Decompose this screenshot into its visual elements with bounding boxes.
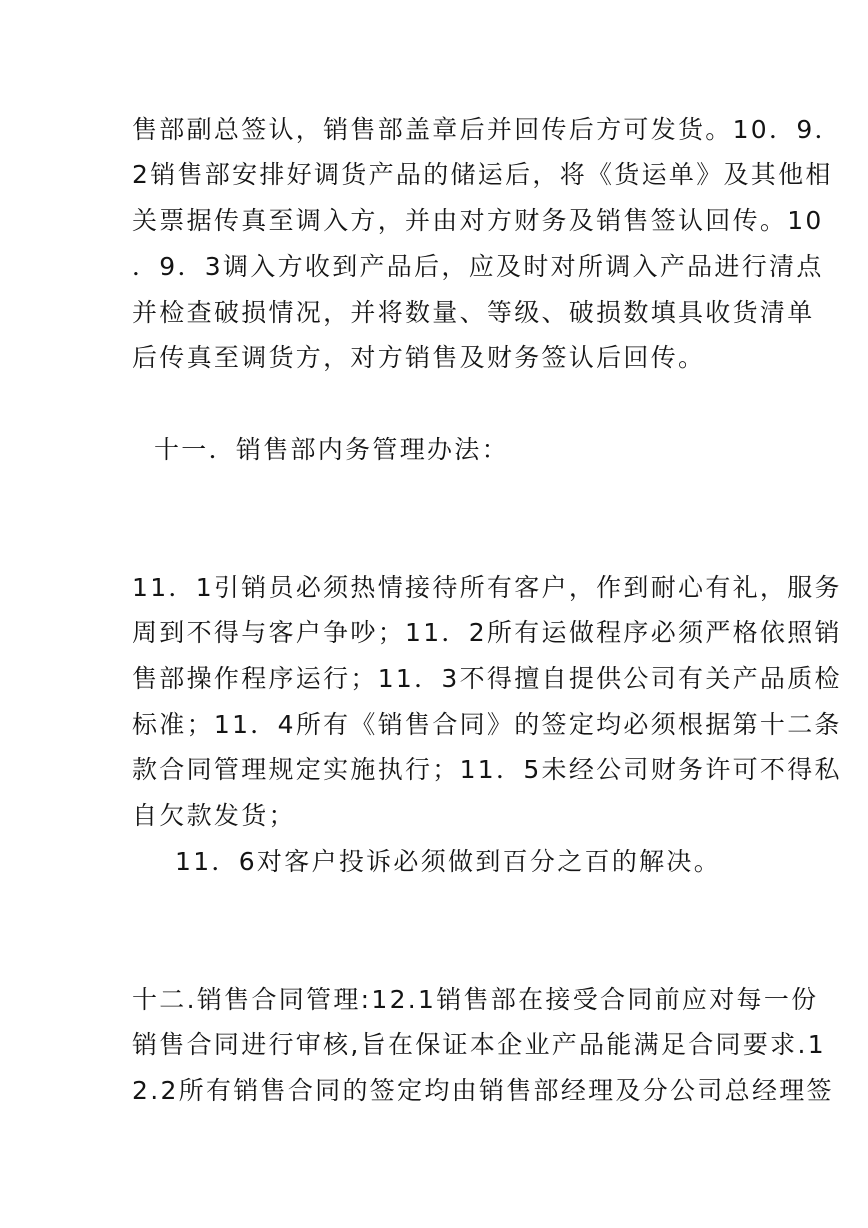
text-line: 售部操作程序运行；11．3不得擅自提供公司有关产品质检 [132,664,842,693]
section-11-heading: 十一．销售部内务管理办法： [154,435,509,464]
text-line: 周到不得与客户争吵；11．2所有运做程序必须严格依照销 [132,618,842,647]
text-line: 标准；11．4所有《销售合同》的签定均必须根据第十二条 [132,710,842,739]
text-line: 售部副总签认，销售部盖章后并回传后方可发货。10．9． [132,115,842,144]
text-line: 十二.销售合同管理:12.1销售部在接受合同前应对每一份 [132,985,819,1014]
text-line: ．9．3调入方收到产品后，应及时对所调入产品进行清点 [132,252,824,281]
paragraph-11-6: 11．6对客户投诉必须做到百分之百的解决。 [175,847,722,876]
text-line: 款合同管理规定实施执行；11．5未经公司财务许可不得私 [132,755,842,784]
text-line: 11．1引销员必须热情接待所有客户，作到耐心有礼，服务 [132,573,842,602]
text-line: 关票据传真至调入方，并由对方财务及销售签认回传。10 [132,206,824,235]
text-line: 2.2所有销售合同的签定均由销售部经理及分公司总经理签 [132,1076,834,1105]
text-line: 并检查破损情况，并将数量、等级、破损数填具收货清单 [132,298,815,327]
text-line: 自欠款发货； [132,801,296,830]
text-line: 销售合同进行审核,旨在保证本企业产品能满足合同要求.1 [132,1030,826,1059]
text-line: 2销售部安排好调货产品的储运后，将《货运单》及其他相 [132,160,833,189]
text-line: 后传真至调货方，对方销售及财务签认后回传。 [132,343,706,372]
